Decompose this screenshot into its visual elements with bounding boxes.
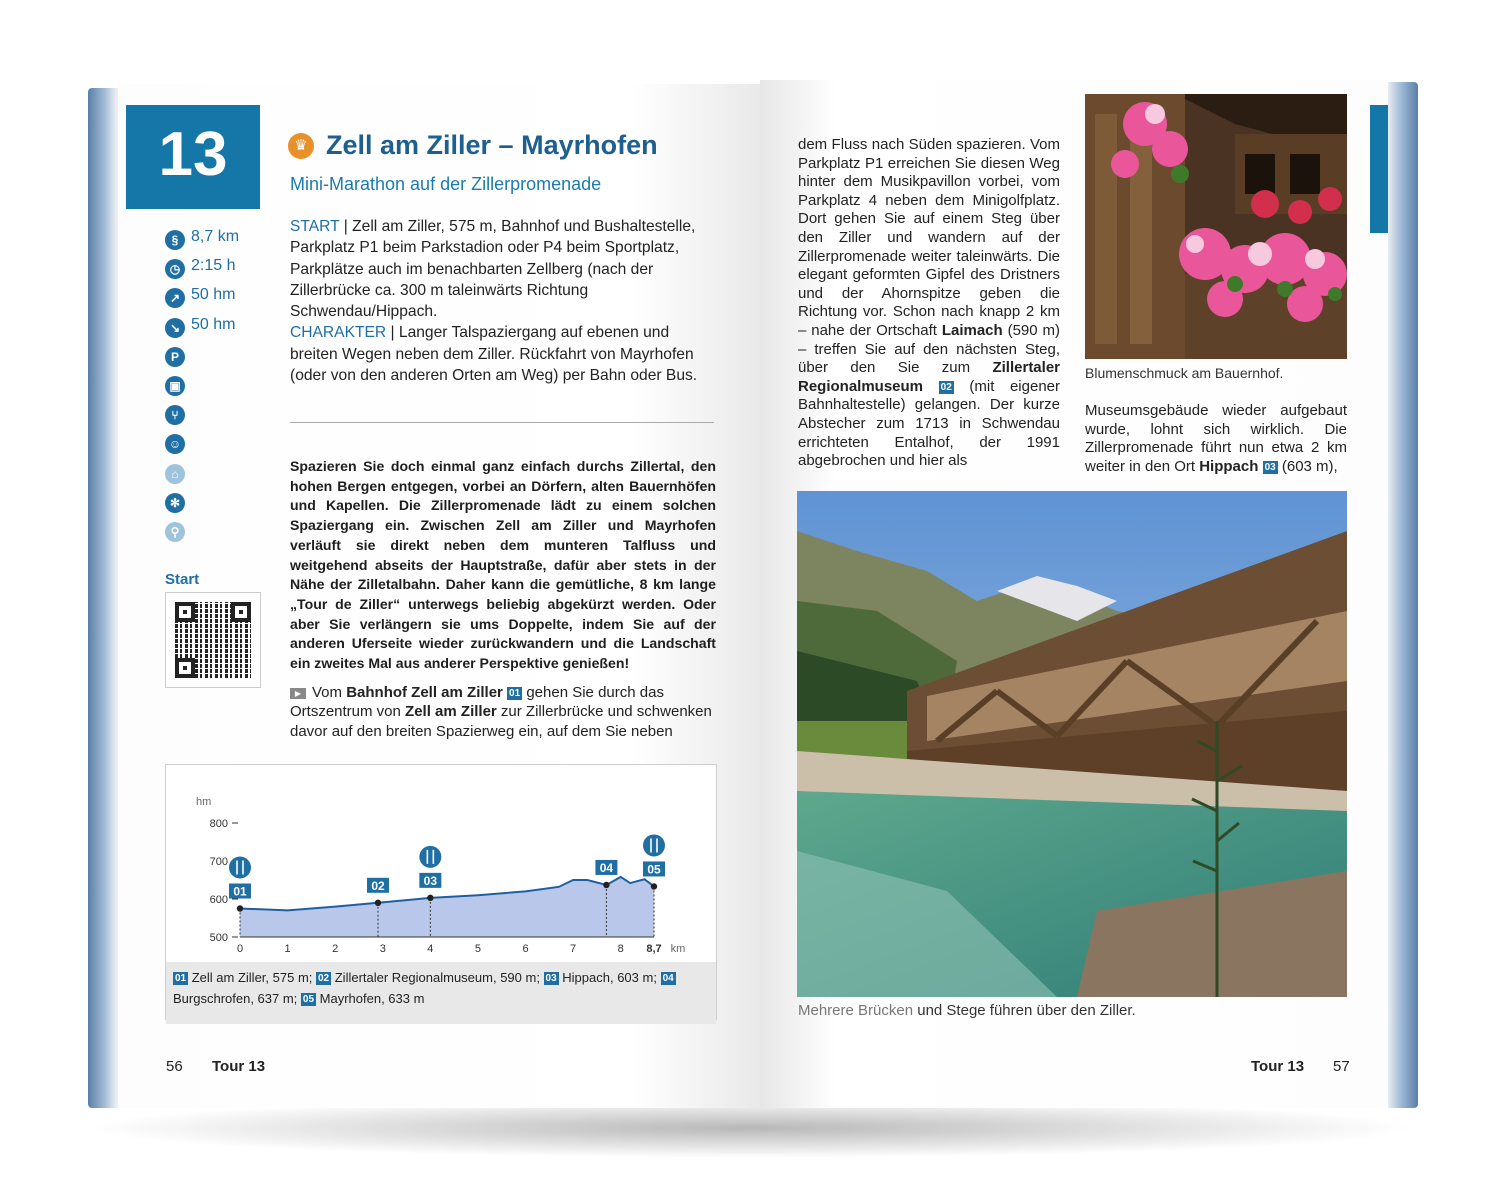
tour-number-underline xyxy=(126,205,260,209)
route-place: Bahnhof Zell am Ziller xyxy=(346,684,503,701)
bike-icon: ⚲ xyxy=(165,522,185,542)
route-text: gehen Sie durch das Ortszentrum von xyxy=(290,684,664,721)
legend-badge: 04 xyxy=(662,973,674,984)
photo-flower-balcony-image xyxy=(1085,94,1347,359)
descent-icon: ↘ xyxy=(165,318,185,338)
restaurant-icon xyxy=(643,834,665,856)
crown-icon: ♛ xyxy=(288,133,314,159)
legend-text: Mayrhofen, 633 m xyxy=(316,991,425,1006)
body-text: Museumsgebäude wieder aufgebaut wurde, lohnt sich wirklich. Die Zillerpromenade führt nun etwa 2 km weiter in den Ort xyxy=(1085,402,1347,475)
start-info-text: | Zell am Ziller, 575 m, Bahnhof und Bushaltestelle, Parkplatz P1 beim Parkstadion oder P4 beim Sportplatz, Parkplätze auch im benachbarten Zellberg (nach der Zillerbrücke ca. 300 m taleinwärts Richtung Schwendau/Hippach. xyxy=(290,218,696,321)
tour-subtitle: Mini-Marathon auf der Zillerpromenade xyxy=(290,174,602,194)
legend-badge: 02 xyxy=(318,973,330,984)
running-head-right: Tour 13 xyxy=(1251,1058,1305,1075)
tour-info xyxy=(290,216,708,386)
x-tick-label: 2 xyxy=(332,943,339,955)
cable-car-icon: ⌂ xyxy=(165,464,185,484)
waypoint-dot xyxy=(603,882,609,888)
tour-title: Zell am Ziller – Mayrhofen xyxy=(326,130,658,160)
running-head-left: Tour 13 xyxy=(212,1058,266,1075)
route-text: Vom xyxy=(312,684,347,701)
divider xyxy=(290,422,714,423)
waypoint-label: 04 xyxy=(599,860,614,875)
restaurant-icon xyxy=(229,857,251,879)
photo-covered-bridge-image xyxy=(797,491,1347,997)
photo-caption-1: Blumenschmuck am Bauernhof. xyxy=(1085,365,1284,381)
x-tick-label: 8,7 xyxy=(646,943,662,955)
elevation-profile xyxy=(165,764,717,1020)
waypoint-dot xyxy=(375,900,381,906)
body-text: (603 m), xyxy=(1277,457,1338,475)
stat-distance-value: 8,7 km xyxy=(191,228,240,245)
legend-text: Burgschrofen, 637 m; xyxy=(173,991,301,1006)
photo-caption-2 xyxy=(798,1002,1136,1019)
stat-duration-value: 2:15 h xyxy=(191,257,236,275)
kids-icon: ☺ xyxy=(165,434,185,454)
body-text: dem Fluss nach Süden spazieren. Vom Parkplatz P1 erreichen Sie diesen Weg hinter dem Musikpavillon vorbei, vom Parkplatz 4 neben dem Minigolfplatz. Dort gehen Sie auf einem Steg über den Ziller und wandern auf der Zillerpromenade weiter taleinwärts. Die elegant geformten Gipfel des Dristners und der Ahornspitze geben die Richtung vor. Schon nach knapp 2 km – nahe der Ortschaft xyxy=(798,136,1060,339)
elevation-area xyxy=(240,877,654,937)
play-marker-icon: ▶ xyxy=(290,688,306,699)
waypoint-badge: 02 xyxy=(940,381,952,393)
legend-text: Zell am Ziller, 575 m; xyxy=(188,970,316,985)
qr-code[interactable] xyxy=(165,592,261,688)
chapter-tab xyxy=(1370,105,1388,233)
y-tick-label: 500 xyxy=(209,932,228,944)
y-tick-label: 800 xyxy=(209,818,228,830)
waypoint-badge: 03 xyxy=(1264,461,1276,473)
x-tick-label: 8 xyxy=(617,943,624,955)
text-column-1 xyxy=(798,136,1060,471)
x-tick-label: 7 xyxy=(570,943,577,955)
tour-number-box: 13 xyxy=(126,105,260,205)
x-tick-label: 5 xyxy=(474,943,481,955)
photo-caption-2-part-1: Mehrere Brücken xyxy=(798,1002,914,1019)
y-tick-label: 600 xyxy=(209,894,228,906)
place-name: Hippach xyxy=(1199,457,1259,475)
legend-badge: 03 xyxy=(545,973,557,984)
waypoint-dot xyxy=(427,895,433,901)
legend-badge: 01 xyxy=(175,973,187,984)
clock-icon: ◷ xyxy=(165,259,185,279)
body-text: (mit eigener Bahnhaltestelle) gelangen. Der kurze Abstecher zum 1713 in Schwendau errichteten Entalhof, der 1991 abgebrochen und hier als xyxy=(798,377,1060,470)
intro-paragraph: Spazieren Sie doch einmal ganz einfach durchs Zillertal, den hohen Bergen entgegen, vorbei an Dörfern, alten Bauernhöfen und Kapellen. Die Zillerpromenade lädt zu einem solchen Spaziergang ein. Zwischen Zell am Ziller und Mayrhofen verläuft sie direkt neben dem munteren Talfluss und weitgehend abseits der Hauptstraße, dafür aber stets in der Nähe der Zilletalbahn. Daher kann die gemütliche, 8 km lange „Tour de Ziller“ unterwegs beliebig abgekürzt werden. Oder aber Sie verlängern sie ums Doppelte, indem Sie auf der anderen Uferseite wieder zurückwandern und die Landschaft ein zweites Mal aus anderer Perspektive genießen! xyxy=(290,458,716,672)
waypoint-label: 05 xyxy=(647,862,661,877)
text-column-2 xyxy=(1085,402,1347,476)
x-tick-label: 4 xyxy=(427,943,434,955)
x-tick-label: 0 xyxy=(236,943,244,955)
qr-finder-top-left xyxy=(175,602,195,622)
legend-text: Zillertaler Regionalmuseum, 590 m; xyxy=(331,970,544,985)
start-info-label: START xyxy=(290,218,340,235)
route-description xyxy=(290,683,716,741)
y-tick-label: 700 xyxy=(209,856,228,868)
parking-icon: P xyxy=(165,347,185,367)
stat-descent-value: 50 hm xyxy=(191,315,236,333)
character-info-text: | Langer Talspaziergang auf ebenen und breiten Wegen neben dem Ziller. Rückfahrt von Mayrhofen (oder von den anderen Orten am Weg) per Bahn oder Bus. xyxy=(290,324,698,385)
winter-icon: ✻ xyxy=(165,493,185,513)
y-axis-label: hm xyxy=(196,796,212,808)
waypoint-label: 02 xyxy=(371,878,385,893)
route-place: Zell am Ziller xyxy=(405,703,497,721)
photo-covered-bridge xyxy=(797,491,1347,997)
start-label: Start xyxy=(165,571,200,588)
restaurant-icon: ⑂ xyxy=(165,405,185,425)
place-name: Zillertaler Regionalmuseum xyxy=(798,359,1060,395)
place-name: Laimach xyxy=(941,321,1003,339)
restaurant-icon xyxy=(419,846,441,868)
legend-badge: 05 xyxy=(302,994,315,1005)
waypoint-badge: 01 xyxy=(509,688,521,699)
stat-ascent-value: 50 hm xyxy=(191,286,236,304)
legend-text: Hippach, 603 m; xyxy=(558,970,661,985)
character-info-label: CHARAKTER xyxy=(290,324,387,342)
x-tick-label: 3 xyxy=(379,943,386,955)
bus-icon: ▣ xyxy=(165,376,185,396)
waypoint-dot xyxy=(237,905,243,911)
elevation-chart xyxy=(166,765,716,961)
distance-icon: § xyxy=(165,230,185,250)
x-tick-label: 1 xyxy=(284,943,291,955)
waypoint-dot xyxy=(651,883,657,889)
qr-finder-bottom-left xyxy=(175,658,195,678)
ascent-icon: ↗ xyxy=(165,288,185,308)
photo-flower-balcony xyxy=(1085,94,1347,359)
route-text: zur Zillerbrücke und schwenken davor auf den breiten Spazierweg ein, auf dem Sie neben xyxy=(290,703,712,740)
x-axis-label: km xyxy=(670,943,686,955)
page-number-right: 57 xyxy=(1333,1058,1350,1075)
x-tick-label: 6 xyxy=(522,943,529,955)
photo-caption-2-part-2: und Stege führen über den Ziller. xyxy=(913,1002,1136,1019)
waypoint-label: 01 xyxy=(233,884,247,899)
page-number-left: 56 xyxy=(166,1058,183,1075)
qr-finder-top-right xyxy=(231,602,251,622)
profile-legend xyxy=(166,962,716,1024)
waypoint-label: 03 xyxy=(423,873,438,888)
body-text: (590 m) – treffen Sie auf den nächsten Steg, über den Sie zum xyxy=(798,321,1060,377)
